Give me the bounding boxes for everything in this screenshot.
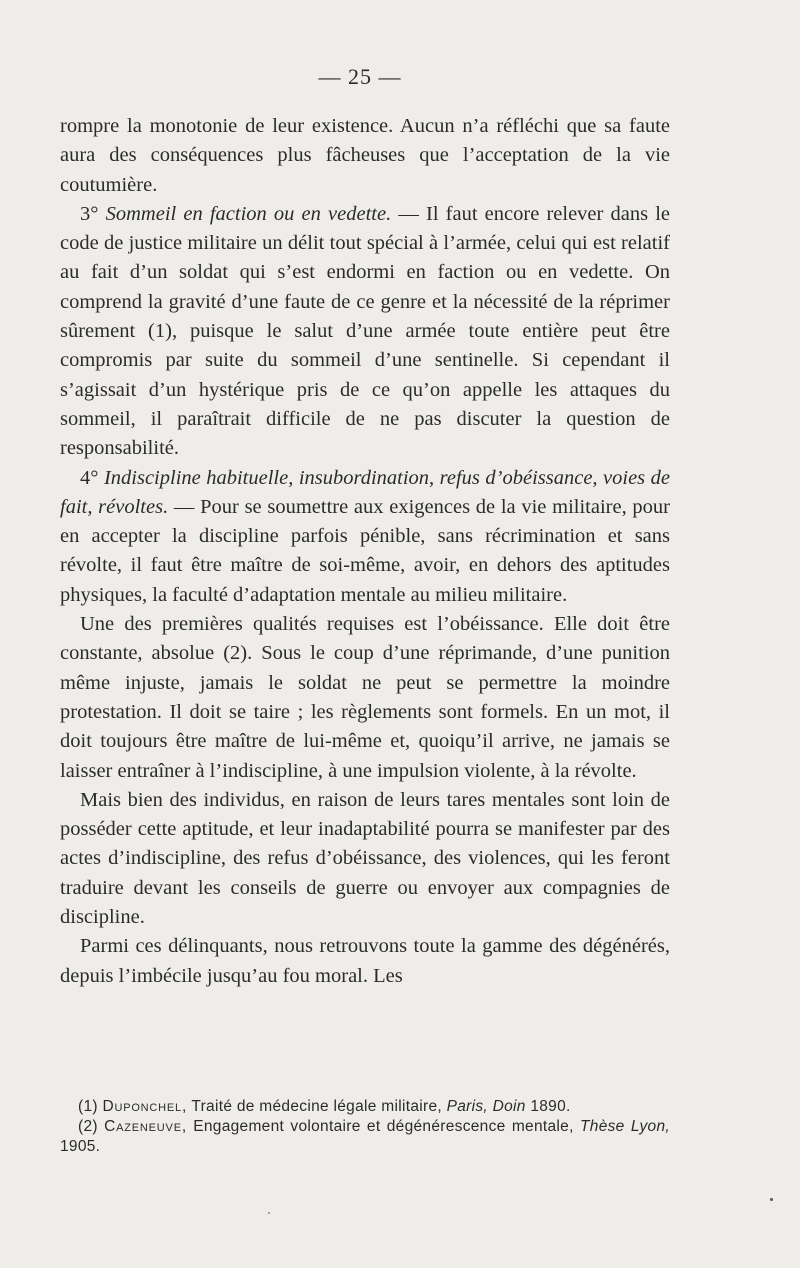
footnote-marker: (2) <box>78 1118 98 1135</box>
footnote-1 <box>60 1097 670 1117</box>
footnote-marker: (1) <box>78 1098 98 1115</box>
paragraph-sommeil <box>60 200 670 464</box>
paper-speck <box>268 1212 270 1214</box>
footnote-place: Thèse Lyon, <box>580 1118 671 1135</box>
paragraph-indiscipline <box>60 464 670 610</box>
paragraph-1: rompre la monotonie de leur existence. Aucun n’a réfléchi que sa faute aura des conséquences plus fâcheuses que l’acceptation de la vie coutumière. <box>60 115 670 196</box>
section-title: Indiscipline habituelle, insubordination, refus d’obéissance, voies de fait, révoltes. <box>60 466 670 518</box>
footnote-title: Engagement volontaire et dégénérescence mentale, <box>186 1118 580 1135</box>
page-number: — 25 — <box>318 64 402 89</box>
section-title: Sommeil en faction ou en vedette. <box>105 202 392 225</box>
section-text: — Pour se soumettre aux exigences de la vie militaire, pour en accepter la discipline parfois pénible, sans récrimination et sans révolte, il faut être maître de soi-même, avoir, en dehors des aptitudes physiques, la faculté d’adaptation mentale au milieu militaire. <box>60 495 670 606</box>
footnote-author: Cazeneuve, <box>104 1118 187 1135</box>
footnote-place: Paris, Doin <box>446 1098 526 1115</box>
paragraph-obeissance: Une des premières qualités requises est l’obéissance. Elle doit être constante, absolue (2). Sous le coup d’une réprimande, d’une punition même injuste, jamais le soldat ne peut se permettre la moindre protestation. Il doit se taire ; les règlements sont formels. En un mot, il doit toujours être maître de lui-même et, quoiqu’il arrive, ne jamais se laisser entraîner à l’indiscipline, à une impulsion violente, à la révolte. <box>60 613 670 782</box>
footnote-title: Traité de médecine légale militaire, <box>187 1098 447 1115</box>
section-number: 4° <box>80 466 99 489</box>
footnotes <box>60 1097 670 1157</box>
body-text <box>60 112 670 991</box>
paper-speck <box>770 1198 773 1201</box>
section-text: — Il faut encore relever dans le code de justice militaire un délit tout spécial à l’armée, celui qui est relatif au fait d’un soldat qui s’est endormi en faction ou en vedette. On comprend la gravité d’une faute de ce genre et la nécessité de la réprimer sûrement (1), puisque le salut d’une armée toute entière peut être compromis par suite du sommeil d’une sentinelle. Si cependant il s’agissait d’un hystérique pris de ce qu’on appelle les attaques du sommeil, il paraîtrait difficile de ne pas discuter la question de responsabilité. <box>60 202 670 460</box>
paragraph-delinquants: Parmi ces délinquants, nous retrouvons toute la gamme des dégénérés, depuis l’imbécile jusqu’au fou moral. Les <box>60 935 670 987</box>
paragraph-individus: Mais bien des individus, en raison de leurs tares mentales sont loin de posséder cette aptitude, et leur inadaptabilité pourra se manifester par des actes d’indiscipline, des refus d’obéissance, des violences, qui les feront traduire devant les conseils de guerre ou envoyer aux compagnies de discipline. <box>60 788 670 929</box>
footnote-year: 1890. <box>525 1098 571 1115</box>
footnote-author: Duponchel, <box>102 1098 188 1115</box>
footnote-2 <box>60 1117 670 1157</box>
section-number: 3° <box>80 202 99 225</box>
footnote-year: 1905. <box>60 1138 101 1155</box>
